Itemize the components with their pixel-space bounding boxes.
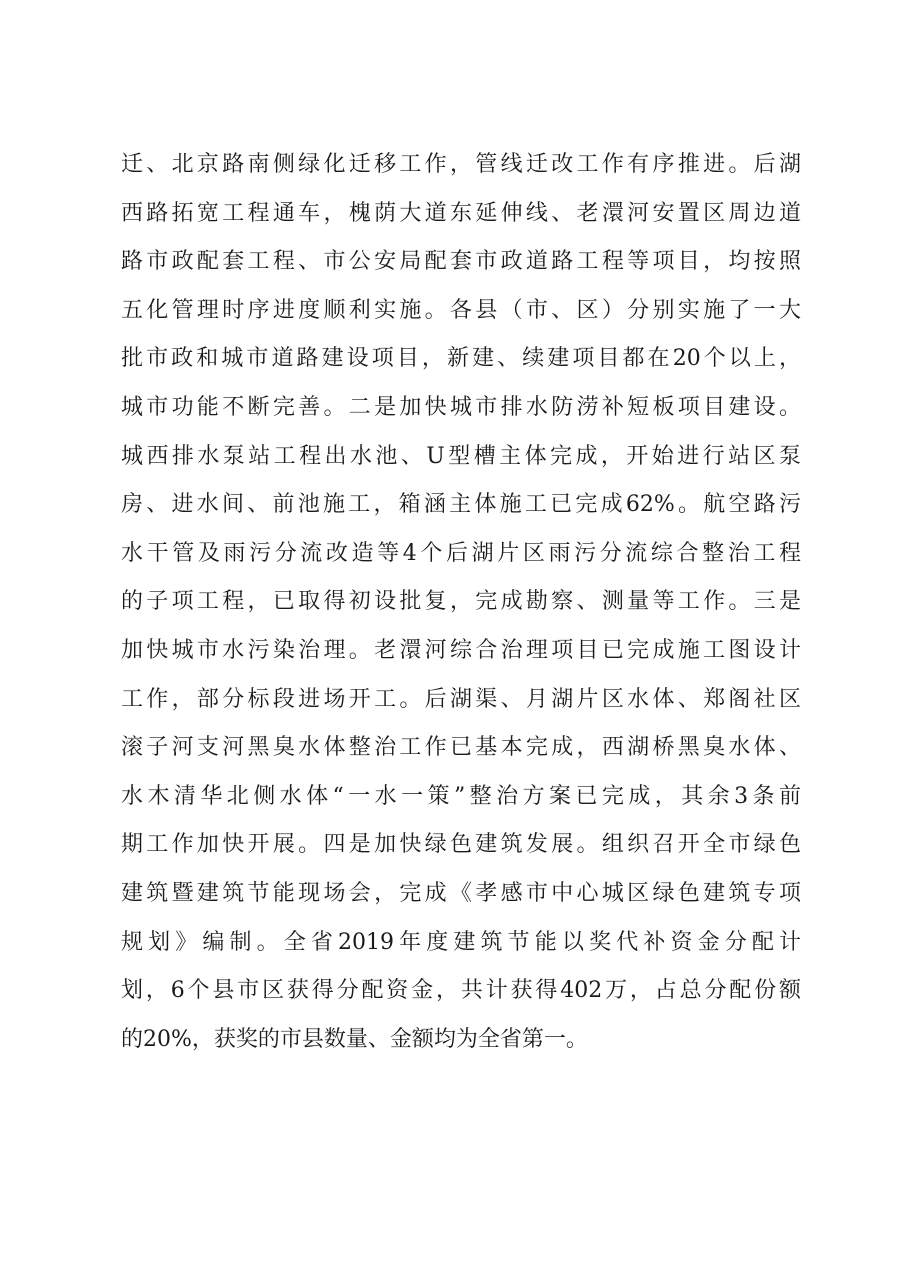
text-line: 城市功能不断完善。二是加快城市排水防涝补短板项目建设。 (121, 394, 801, 420)
text-line: 西路拓宽工程通车，槐荫大道东延伸线、老澴河安置区周边道 (121, 200, 801, 226)
text-line: 工作，部分标段进场开工。后湖渠、月湖片区水体、郑阁社区 (121, 686, 801, 712)
text-line: 水木清华北侧水体“一水一策”整治方案已完成，其余3条前 (121, 783, 801, 809)
text-line: 建筑暨建筑节能现场会，完成《孝感市中心城区绿色建筑专项 (121, 880, 801, 906)
text-line: 滚子河支河黑臭水体整治工作已基本完成，西湖桥黑臭水体、 (121, 735, 801, 761)
text-line: 的子项工程，已取得初设批复，完成勘察、测量等工作。三是 (121, 589, 801, 615)
text-line: 加快城市水污染治理。老澴河综合治理项目已完成施工图设计 (121, 637, 801, 663)
text-line: 期工作加快开展。四是加快绿色建筑发展。组织召开全市绿色 (121, 832, 801, 858)
text-line: 批市政和城市道路建设项目，新建、续建项目都在20个以上， (121, 346, 801, 372)
text-line: 划，6个县市区获得分配资金，共计获得402万，占总分配份额 (121, 978, 801, 1004)
text-line: 城西排水泵站工程出水池、U型槽主体完成，开始进行站区泵 (121, 443, 801, 469)
text-line: 路市政配套工程、市公安局配套市政道路工程等项目，均按照 (121, 249, 801, 275)
text-line: 房、进水间、前池施工，箱涵主体施工已完成62%。航空路污 (121, 492, 801, 518)
text-line: 五化管理时序进度顺利实施。各县（市、区）分别实施了一大 (121, 297, 801, 323)
text-line: 水干管及雨污分流改造等4个后湖片区雨污分流综合整治工程 (121, 540, 801, 566)
body-paragraph (121, 141, 801, 1064)
text-line: 迁、北京路南侧绿化迁移工作，管线迁改工作有序推进。后湖 (121, 152, 801, 177)
text-line: 的20%，获奖的市县数量、金额均为全省第一。 (121, 1026, 588, 1052)
text-line: 规划》编制。全省2019年度建筑节能以奖代补资金分配计 (121, 929, 801, 955)
